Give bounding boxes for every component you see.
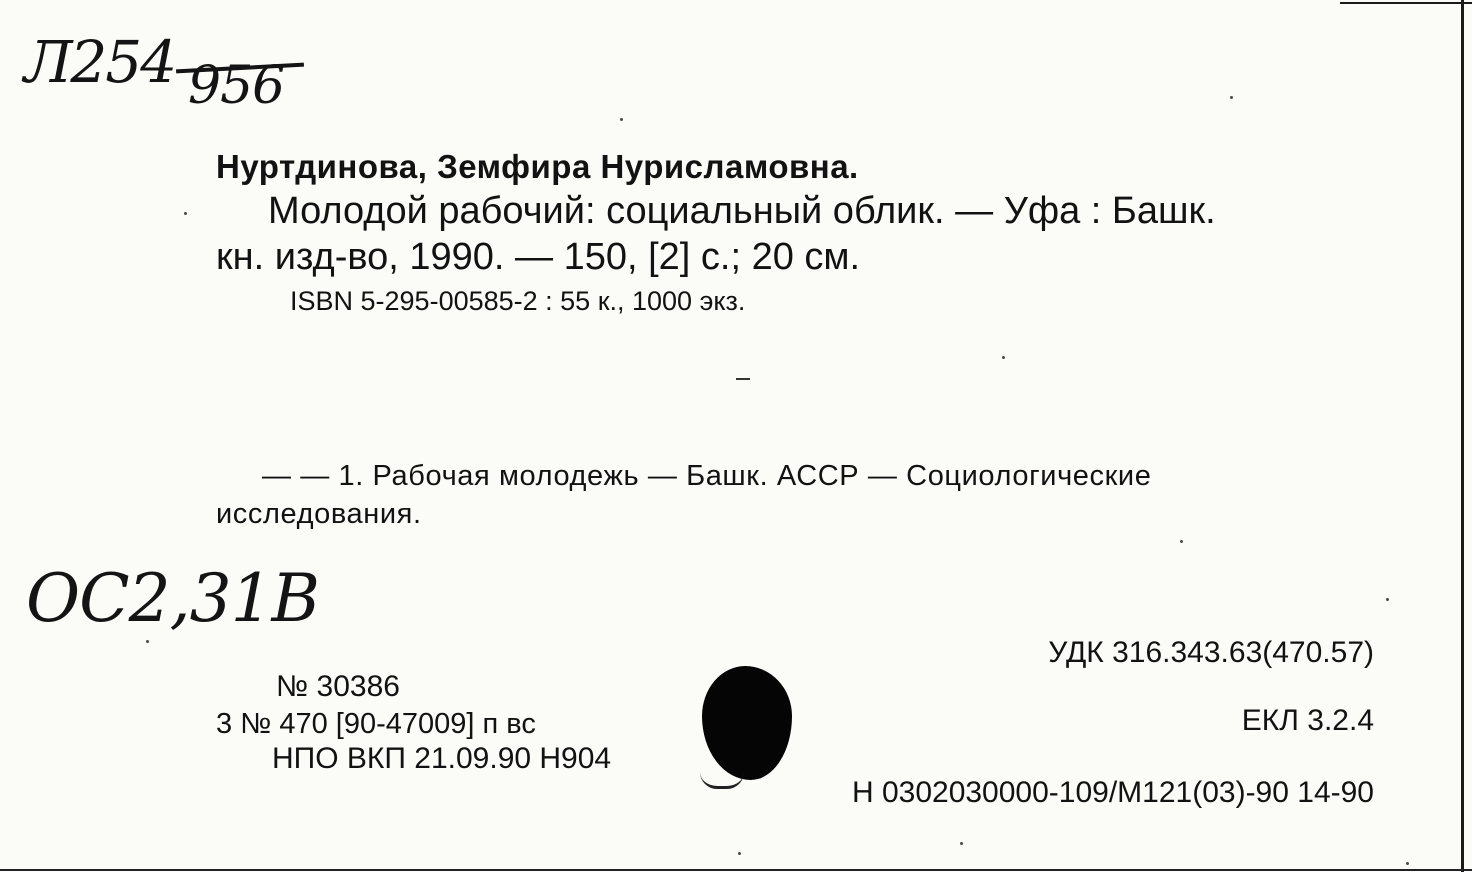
punch-hole-edge xyxy=(700,772,744,789)
paper-speck xyxy=(1386,598,1389,601)
paper-speck xyxy=(1180,540,1183,543)
author-heading: Нуртдинова, Земфира Нурисламовна. xyxy=(216,148,859,185)
card-bottom-edge xyxy=(0,869,1472,871)
bibliographic-code: Н 0302030000-109/М121(03)-90 14-90 xyxy=(851,776,1374,809)
subject-heading: — — 1. Рабочая молодежь — Башк. АССР — Социологические xyxy=(262,460,1152,492)
shelf-mark-right: 956 xyxy=(188,56,285,116)
order-line: 3 № 470 [90-47009] п вс xyxy=(216,708,536,740)
record-number: № 30386 xyxy=(276,670,400,703)
title-statement: Молодой рабочий: социальный облик. — Уфа : Башк. xyxy=(268,190,1216,232)
paper-speck xyxy=(1406,862,1409,865)
paper-speck xyxy=(1230,96,1233,99)
paper-speck xyxy=(738,852,741,855)
card-right-edge xyxy=(1461,0,1464,872)
subject-heading-continued: исследования. xyxy=(216,498,422,530)
card-top-edge xyxy=(1340,2,1472,4)
paper-speck xyxy=(620,118,623,121)
punch-hole xyxy=(702,666,792,780)
paper-speck xyxy=(146,640,149,643)
dash-mark xyxy=(736,378,750,380)
classification-code: ОС2,31В xyxy=(26,560,320,637)
ekl-code: ЕКЛ 3.2.4 xyxy=(1241,704,1374,737)
isbn-statement: ISBN 5-295-00585-2 : 55 к., 1000 экз. xyxy=(290,286,746,316)
paper-speck xyxy=(1002,356,1005,359)
paper-speck xyxy=(960,842,963,845)
udk-code: УДК 316.343.63(470.57) xyxy=(1048,636,1374,669)
paper-speck xyxy=(184,212,187,215)
printer-line: НПО ВКП 21.09.90 Н904 xyxy=(272,742,612,775)
shelf-mark-left: Л254 xyxy=(24,28,176,96)
imprint-statement: кн. изд-во, 1990. — 150, [2] с.; 20 см. xyxy=(216,236,861,278)
